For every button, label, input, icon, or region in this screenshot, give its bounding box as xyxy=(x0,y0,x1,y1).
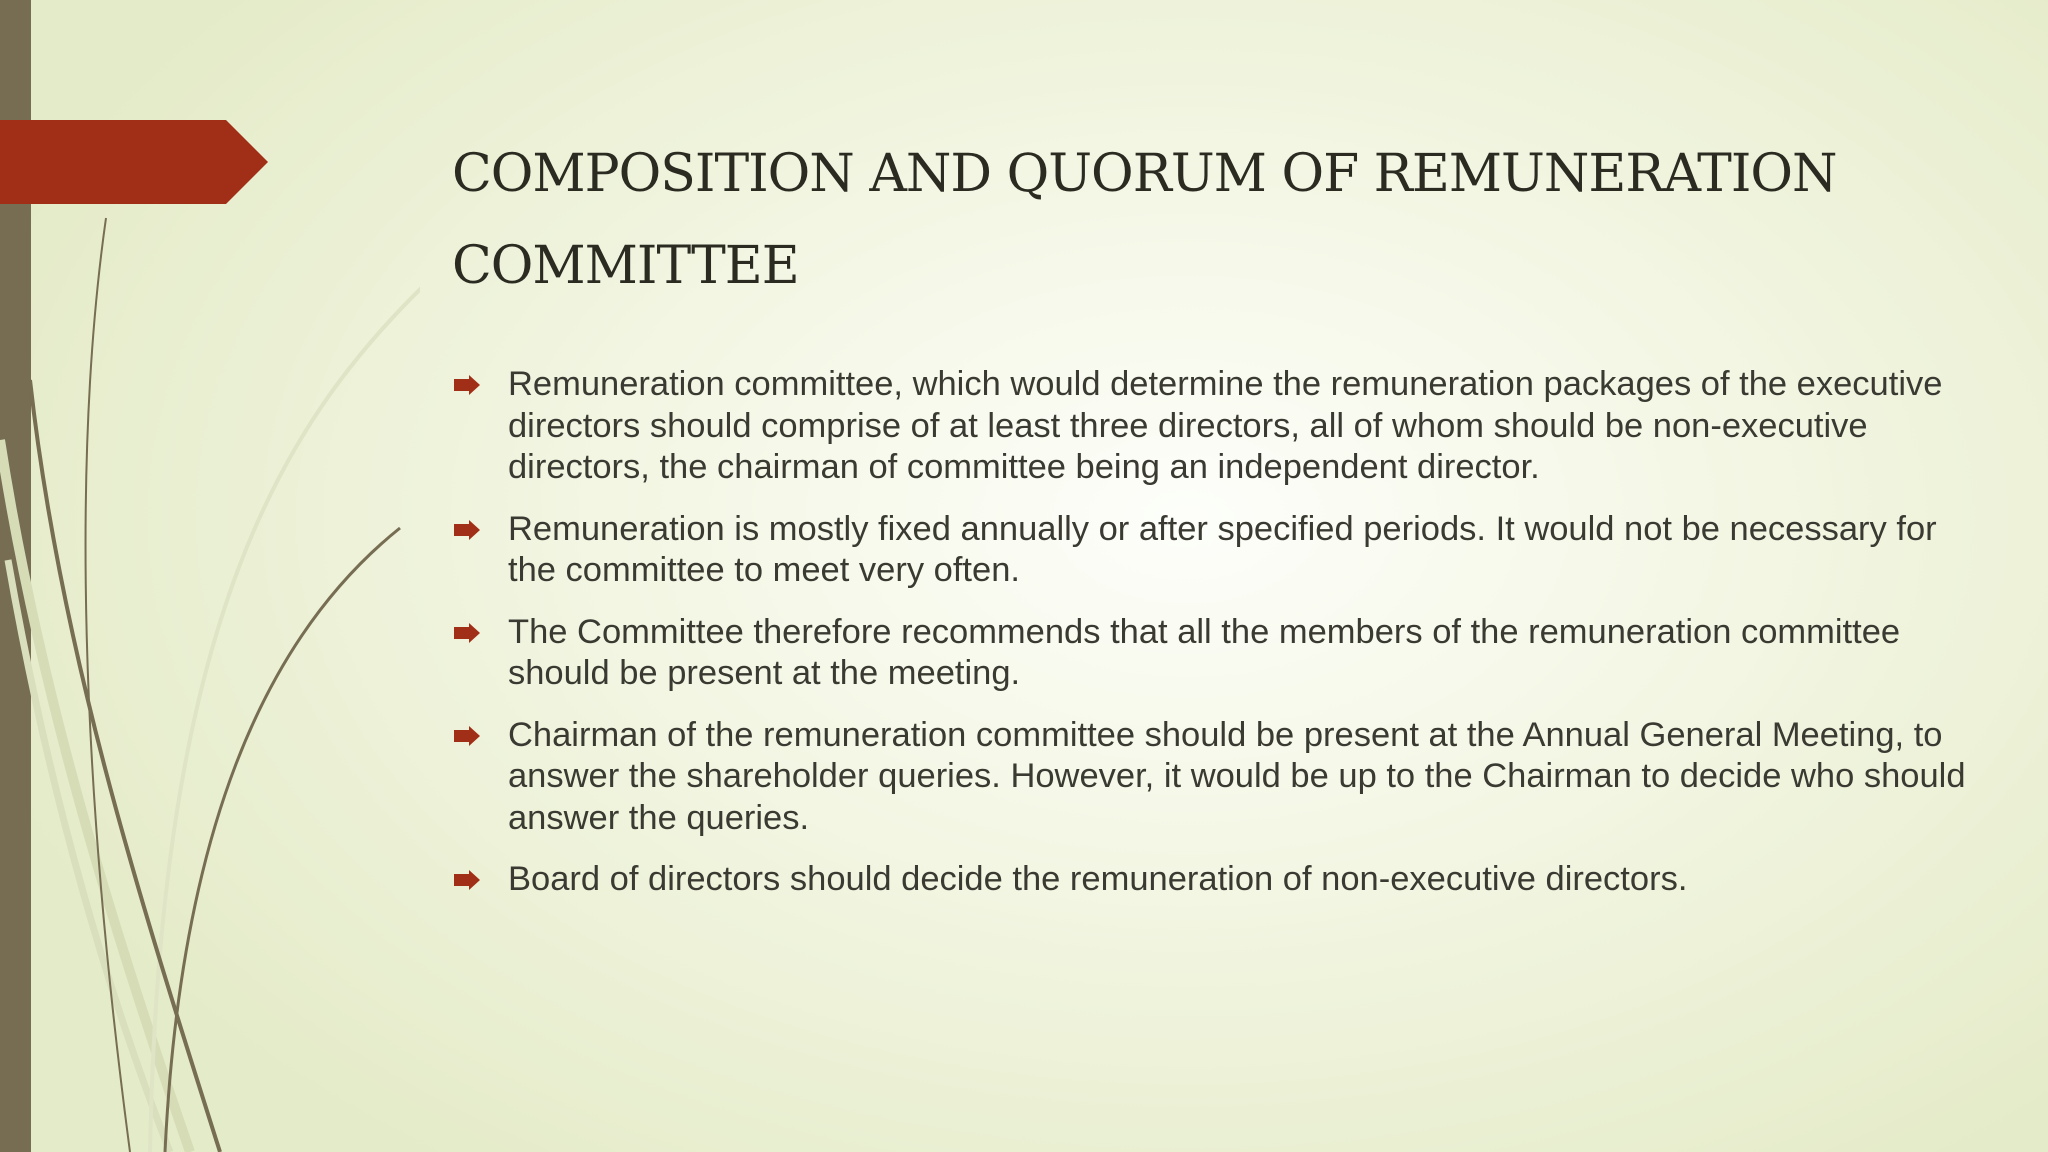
title-arrow-tab xyxy=(0,120,268,204)
arrow-bullet-icon xyxy=(452,870,482,890)
bullet-item xyxy=(452,509,1972,592)
bullet-list xyxy=(452,364,1972,921)
slide-title xyxy=(452,128,1932,312)
title-line-1: COMPOSITION AND QUORUM OF REMUNERATION xyxy=(452,144,1837,204)
bullet-item xyxy=(452,859,1972,901)
bullet-text: Remuneration is mostly fixed annually or after specified periods. It would not be necessary for the committee to meet very often. xyxy=(508,509,1937,589)
arrow-bullet-icon xyxy=(452,623,482,643)
bullet-text: Remuneration committee, which would determine the remuneration packages of the executive directors should comprise of at least three directors, all of whom should be non-executive directors, the chairman of committee being an independent director. xyxy=(508,365,1943,486)
bullet-item xyxy=(452,715,1972,840)
title-line-2: COMMITTEE xyxy=(452,236,799,296)
bullet-text: Board of directors should decide the remuneration of non-executive directors. xyxy=(508,860,1688,898)
arrow-bullet-icon xyxy=(452,520,482,540)
bullet-text: The Committee therefore recommends that all the members of the remuneration committee should be present at the meeting. xyxy=(508,612,1901,692)
arrow-bullet-icon xyxy=(452,726,482,746)
arrow-bullet-icon xyxy=(452,375,482,395)
bullet-item xyxy=(452,612,1972,695)
bullet-item xyxy=(452,364,1972,489)
bullet-text: Chairman of the remuneration committee should be present at the Annual General Meeting, to answer the shareholder queries. However, it would be up to the Chairman to decide who should answer the queries. xyxy=(508,715,1966,837)
